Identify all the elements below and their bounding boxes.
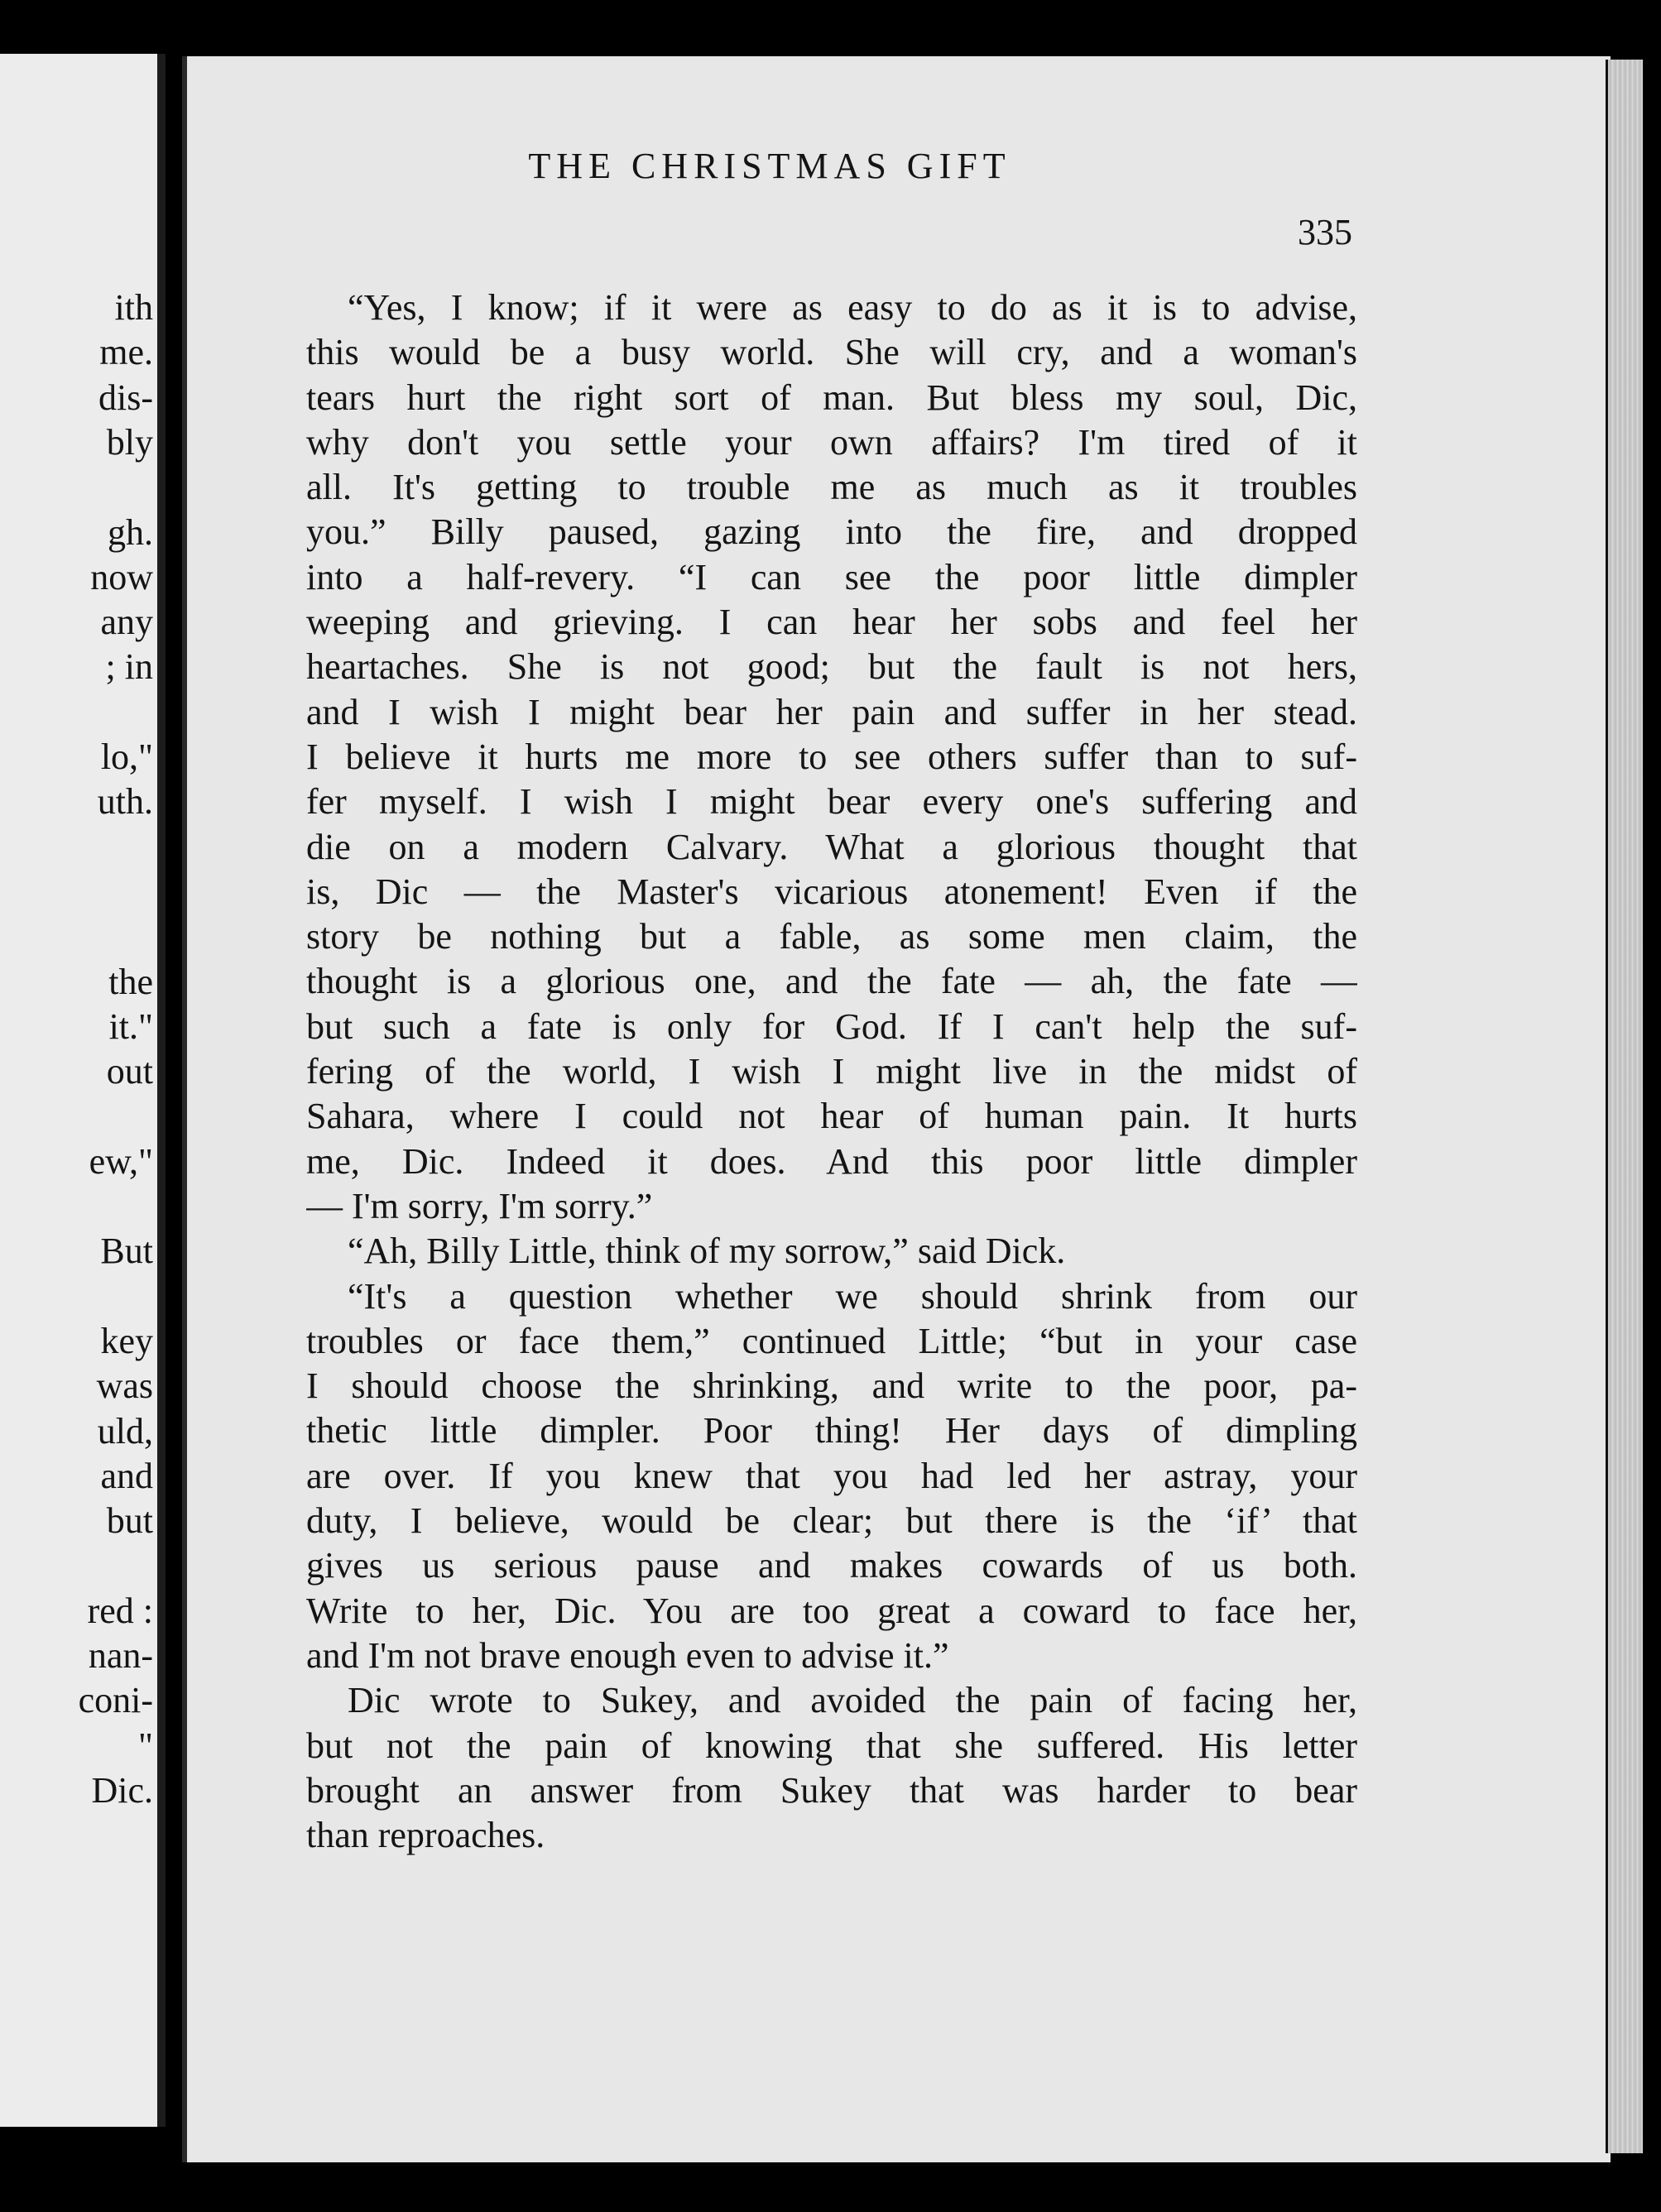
text-line: you.” Billy paused, gazing into the fire, and dropped	[306, 511, 1357, 553]
left-page-fragment: the	[108, 961, 153, 1002]
left-page-fragment: it."	[108, 1005, 153, 1047]
left-page-fragment: red :	[87, 1590, 153, 1631]
left-page-fragment: Dic.	[91, 1769, 153, 1811]
left-page-fragment: uld,	[97, 1410, 153, 1451]
running-head: THE CHRISTMAS GIFT	[528, 146, 1011, 186]
left-page-fragment: me.	[99, 332, 153, 373]
text-line: this would be a busy world. She will cry, and a woman's	[306, 332, 1357, 373]
text-line: thetic little dimpler. Poor thing! Her days of dimpling	[306, 1410, 1357, 1451]
left-page-fragment: gh.	[108, 511, 153, 553]
text-line: why don't you settle your own affairs? I'm tired of it	[306, 421, 1357, 463]
body-text	[306, 285, 1357, 1858]
text-line: “It's a question whether we should shrink from our	[348, 1275, 1357, 1317]
left-page-fragment: ; in	[105, 646, 153, 688]
left-page-fragment: but	[106, 1500, 153, 1542]
text-line: weeping and grieving. I can hear her sobs and feel her	[306, 602, 1357, 643]
text-line: heartaches. She is not good; but the fault is not hers,	[306, 646, 1357, 688]
text-line: me, Dic. Indeed it does. And this poor little dimpler	[306, 1140, 1357, 1182]
text-line: Dic wrote to Sukey, and avoided the pain of facing her,	[348, 1680, 1357, 1721]
text-line: I believe it hurts me more to see others suffer than to suf-	[306, 736, 1357, 777]
text-line: into a half-revery. “I can see the poor little dimpler	[306, 556, 1357, 597]
text-line: “Ah, Billy Little, think of my sorrow,” said Dick.	[348, 1231, 1066, 1272]
text-line: brought an answer from Sukey that was harder to bear	[306, 1769, 1357, 1811]
left-page-fragment: now	[90, 556, 153, 597]
left-page-fragment: But	[100, 1231, 153, 1272]
text-line: story be nothing but a fable, as some men claim, the	[306, 916, 1357, 957]
left-facing-page	[0, 54, 166, 2127]
text-line: gives us serious pause and makes cowards of us both.	[306, 1545, 1357, 1586]
left-page-fragment: nan-	[88, 1635, 153, 1676]
left-page-fragment: uth.	[97, 781, 153, 823]
text-line: and I'm not brave enough even to advise it.”	[306, 1634, 949, 1676]
text-line: are over. If you knew that you had led her astray, your	[306, 1455, 1357, 1496]
text-line: but such a fate is only for God. If I can't help the suf-	[306, 1005, 1357, 1047]
left-page-fragment: coni-	[78, 1680, 153, 1721]
left-page-fragment: ith	[114, 287, 153, 328]
text-line: fering of the world, I wish I might live in the midst of	[306, 1051, 1357, 1092]
left-page-fragment: lo,"	[100, 737, 153, 777]
left-page-fragment: dis-	[98, 377, 153, 418]
text-line: — I'm sorry, I'm sorry.”	[306, 1185, 653, 1226]
text-line: Sahara, where I could not hear of human pain. It hurts	[306, 1096, 1357, 1137]
page-edge	[1606, 60, 1643, 2153]
text-line: but not the pain of knowing that she suffered. His letter	[306, 1725, 1357, 1766]
left-page-fragment: bly	[106, 421, 153, 463]
text-line: thought is a glorious one, and the fate — ah, the fate —	[306, 961, 1357, 1002]
text-line: Write to her, Dic. You are too great a coward to face her,	[306, 1590, 1357, 1631]
left-page-fragment: key	[100, 1320, 153, 1361]
text-line: I should choose the shrinking, and write to the poor, pa-	[306, 1365, 1357, 1407]
text-line: than reproaches.	[306, 1815, 545, 1856]
text-line: troubles or face them,” continued Little; “but in your case	[306, 1320, 1357, 1361]
left-page-fragment: "	[138, 1725, 153, 1766]
text-line: die on a modern Calvary. What a glorious thought that	[306, 826, 1357, 867]
text-line: fer myself. I wish I might bear every one's suffering and	[306, 781, 1357, 823]
page-number: 335	[1298, 212, 1352, 252]
left-page-fragment: any	[100, 602, 153, 643]
left-page-fragment: ew,"	[89, 1140, 153, 1182]
left-page-fragment: and	[100, 1455, 153, 1496]
left-page-fragment: out	[106, 1051, 153, 1092]
text-line: is, Dic — the Master's vicarious atonement! Even if the	[306, 871, 1357, 912]
text-line: and I wish I might bear her pain and suffer in her stead.	[306, 691, 1357, 732]
text-line: tears hurt the right sort of man. But bless my soul, Dic,	[306, 377, 1357, 418]
text-line: “Yes, I know; if it were as easy to do as it is to advise,	[348, 287, 1357, 328]
text-line: duty, I believe, would be clear; but there is the ‘if’ that	[306, 1500, 1357, 1542]
left-page-fragment: was	[96, 1365, 153, 1407]
text-line: all. It's getting to trouble me as much as it troubles	[306, 467, 1357, 508]
